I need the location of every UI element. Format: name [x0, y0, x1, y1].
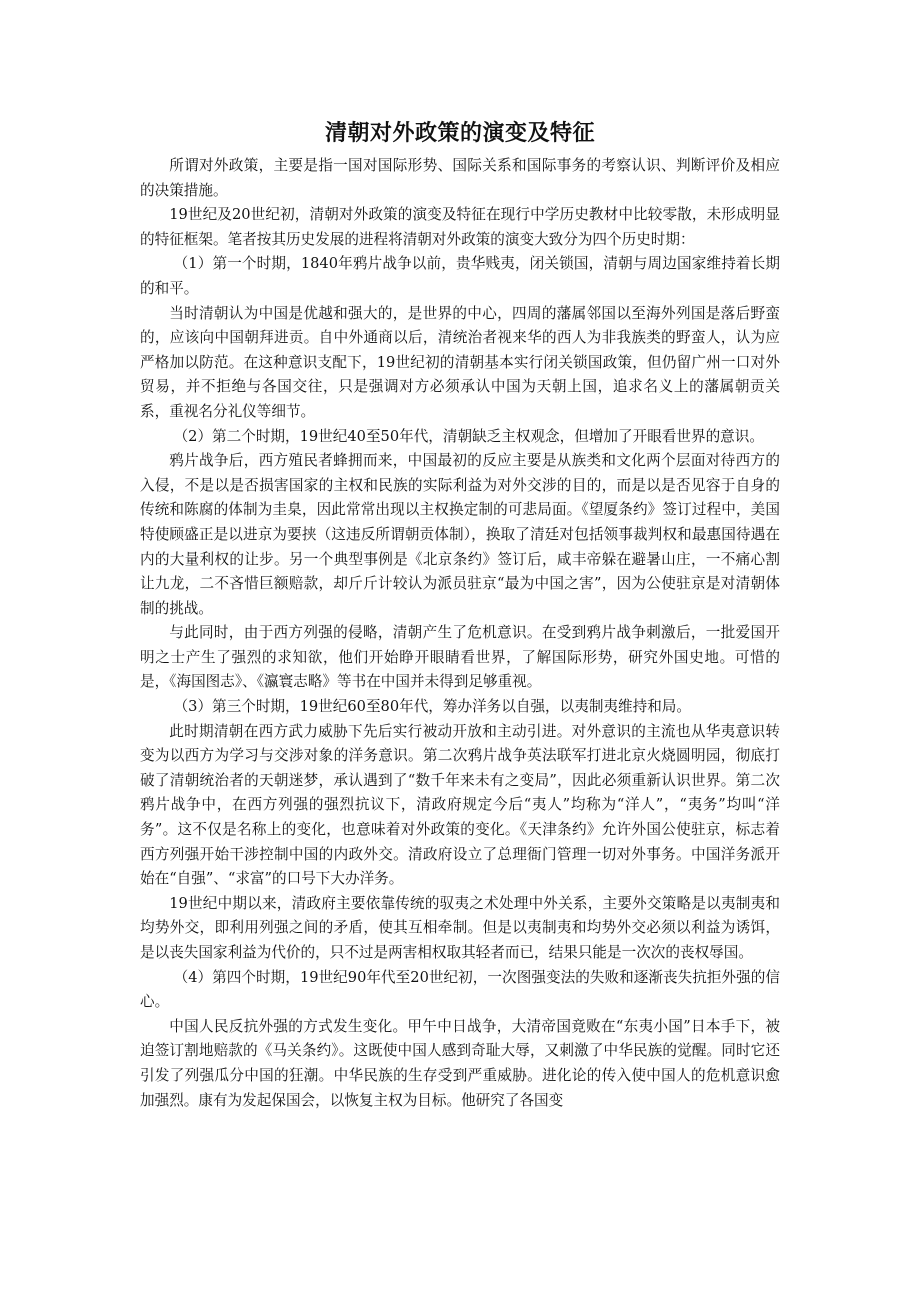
- paragraph-period-2-body-b: 与此同时，由于西方列强的侵略，清朝产生了危机意识。在受到鸦片战争刺激后，一批爱国开明之士产生了强烈的求知欲，他们开始睁开眼睛看世界，了解国际形势，研究外国史地。可惜的是，《海国图志》、《瀛寰志略》等书在中国并未得到足够重视。: [140, 624, 780, 691]
- paragraph-period-1-heading: （1）第一个时期，1840年鸦片战争以前，贵华贱夷，闭关锁国，清朝与周边国家维持着长期的和平。: [140, 255, 780, 297]
- paragraph-period-3-heading: （3）第三个时期，19世纪60至80年代，筹办洋务以自强，以夷制夷维持和局。: [173, 698, 691, 716]
- paragraph-definition: 所谓对外政策，主要是指一国对国际形势、国际关系和国际事务的考察认识、判断评价及相应的决策措施。: [140, 157, 780, 199]
- document-title: 清朝对外政策的演变及特征: [324, 120, 595, 146]
- paragraph-period-4-body: 中国人民反抗外强的方式发生变化。甲午中日战争，大清帝国竟败在“东夷小国”日本手下，被迫签订割地赔款的《马关条约》。这既使中国人感到奇耻大辱，又刺激了中华民族的觉醒。同时它还引发了列强瓜分中国的狂潮。中华民族的生存受到严重威胁。进化论的传入使中国人的危机意识愈加强烈。康有为发起保国会，以恢复主权为目标。他研究了各国变: [140, 1017, 780, 1109]
- paragraph-period-3-body-b: 19世纪中期以来，清政府主要依靠传统的驭夷之术处理中外关系，主要外交策略是以夷制夷和均势外交，即利用列强之间的矛盾，使其互相牵制。但是以夷制夷和均势外交必须以利益为诱饵，是以丧失国家利益为代价的，只不过是两害相权取其轻者而已，结果只能是一次次的丧权辱国。: [140, 894, 780, 961]
- paragraph-period-4-heading: （4）第四个时期，19世纪90年代至20世纪初，一次图强变法的失败和逐渐丧失抗拒外强的信心。: [140, 968, 780, 1011]
- paragraph-period-3-body-a: 此时期清朝在西方武力威胁下先后实行被动开放和主动引进。对外意识的主流也从华夷意识转变为以西方为学习与交涉对象的洋务意识。第二次鸦片战争英法联军打进北京火烧圆明园，彻底打破了清朝统治者的天朝迷梦，承认遇到了“数千年来未有之变局”，因此必须重新认识世界。第二次鸦片战争中，在西方列强的强烈抗议下，清政府规定今后“夷人”均称为“洋人”，“夷务”均叫“洋务”。这不仅是名称上的变化，也意味着对外政策的变化。《天津条约》允许外国公使驻京，标志着西方列强开始干涉控制中国的内政外交。清政府设立了总理衙门管理一切对外事务。中国洋务派开始在“自强”、“求富”的口号下大办洋务。: [140, 722, 780, 888]
- paragraph-period-2-heading: （2）第二个时期，19世纪40至50年代，清朝缺乏主权观念，但增加了开眼看世界的意识。: [173, 427, 764, 445]
- paragraph-period-1-body: 当时清朝认为中国是优越和强大的，是世界的中心，四周的藩属邻国以至海外列国是落后野蛮的，应该向中国朝拜进贡。自中外通商以后，清统治者视来华的西人为非我族类的野蛮人，认为应严格加以防范。在这种意识支配下，19世纪初的清朝基本实行闭关锁国政策，但仍留广州一口对外贸易，并不拒绝与各国交往，只是强调对方必须承认中国为天朝上国，追求名义上的藩属朝贡关系，重视名分礼仪等细节。: [140, 304, 780, 420]
- document-page: [140, 112, 780, 1113]
- paragraph-period-2-body-a: 鸦片战争后，西方殖民者蜂拥而来，中国最初的反应主要是从族类和文化两个层面对待西方的入侵，不是以是否损害国家的主权和民族的实际利益为对外交涉的目的，而是以是否见容于自身的传统和陈腐的体制为圭臬，因此常常出现以主权换定制的可悲局面。《望厦条约》签订过程中，美国特使顾盛正是以进京为要挟（这违反所谓朝贡体制），换取了清廷对包括领事裁判权和最惠国待遇在内的大量利权的让步。另一个典型事例是《北京条约》签订后，咸丰帝躲在避暑山庄，一不痛心割让九龙，二不吝惜巨额赔款，却斤斤计较认为派员驻京“最为中国之害”，因为公使驻京是对清朝体制的挑战。: [140, 452, 780, 617]
- paragraph-intro: 19世纪及20世纪初，清朝对外政策的演变及特征在现行中学历史教材中比较零散，未形成明显的特征框架。笔者按其历史发展的进程将清朝对外政策的演变大致分为四个历史时期：: [140, 206, 780, 248]
